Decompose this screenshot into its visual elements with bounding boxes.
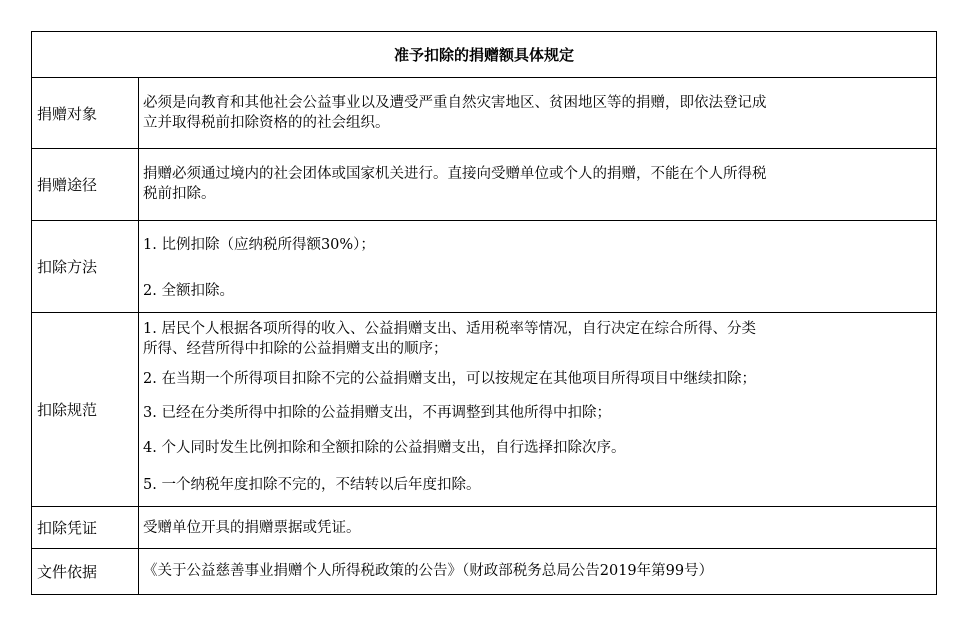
content-line: 税前扣除。 (143, 186, 216, 202)
content-item: 1. 比例扣除（应纳税所得额30%）； (143, 237, 375, 253)
row-content (140, 149, 932, 220)
table-title: 准予扣除的捐赠额具体规定 (393, 46, 574, 64)
content-item: 4. 个人同时发生比例扣除和全额扣除的公益捐赠支出，自行选择扣除次序。 (143, 440, 626, 456)
table-row (32, 220, 936, 312)
content-item: 所得、经营所得中扣除的公益捐赠支出的顺序； (143, 341, 448, 357)
row-label: 捐赠途径 (32, 149, 139, 220)
content-line: 捐赠必须通过境内的社会团体或国家机关进行。直接向受赠单位或个人的捐赠，不能在个人所得税 (143, 166, 767, 182)
row-content (140, 78, 932, 148)
content-item: 5. 一个纳税年度扣除不完的，不结转以后年度扣除。 (143, 477, 481, 493)
content-line: 《关于公益慈善事业捐赠个人所得税政策的公告》（财政部税务总局公告2019年第99号） (143, 563, 714, 579)
row-content (140, 313, 932, 506)
content-line: 立并取得税前扣除资格的的社会组织。 (143, 115, 390, 131)
table-row (32, 77, 936, 148)
table-row (32, 548, 936, 594)
row-label: 文件依据 (32, 549, 139, 594)
table-row (32, 148, 936, 220)
row-label: 扣除方法 (32, 221, 139, 312)
regulation-table (31, 31, 937, 595)
row-content (140, 549, 932, 594)
content-line: 必须是向教育和其他社会公益事业以及遭受严重自然灾害地区、贫困地区等的捐赠，即依法登记成 (143, 95, 767, 111)
content-line: 受赠单位开具的捐赠票据或凭证。 (143, 520, 361, 536)
table-row (32, 312, 936, 506)
content-item: 1. 居民个人根据各项所得的收入、公益捐赠支出、适用税率等情况，自行决定在综合所得、分类 (143, 321, 756, 337)
row-label: 扣除规范 (32, 313, 139, 506)
row-content (140, 221, 932, 312)
content-item: 2. 全额扣除。 (143, 283, 234, 299)
table-row (32, 506, 936, 548)
row-label: 扣除凭证 (32, 507, 139, 548)
content-item: 2. 在当期一个所得项目扣除不完的公益捐赠支出，可以按规定在其他项目所得项目中继续扣除； (143, 371, 756, 387)
content-item: 3. 已经在分类所得中扣除的公益捐赠支出，不再调整到其他所得中扣除； (143, 405, 611, 421)
row-content (140, 507, 932, 548)
row-label: 捐赠对象 (32, 78, 139, 148)
